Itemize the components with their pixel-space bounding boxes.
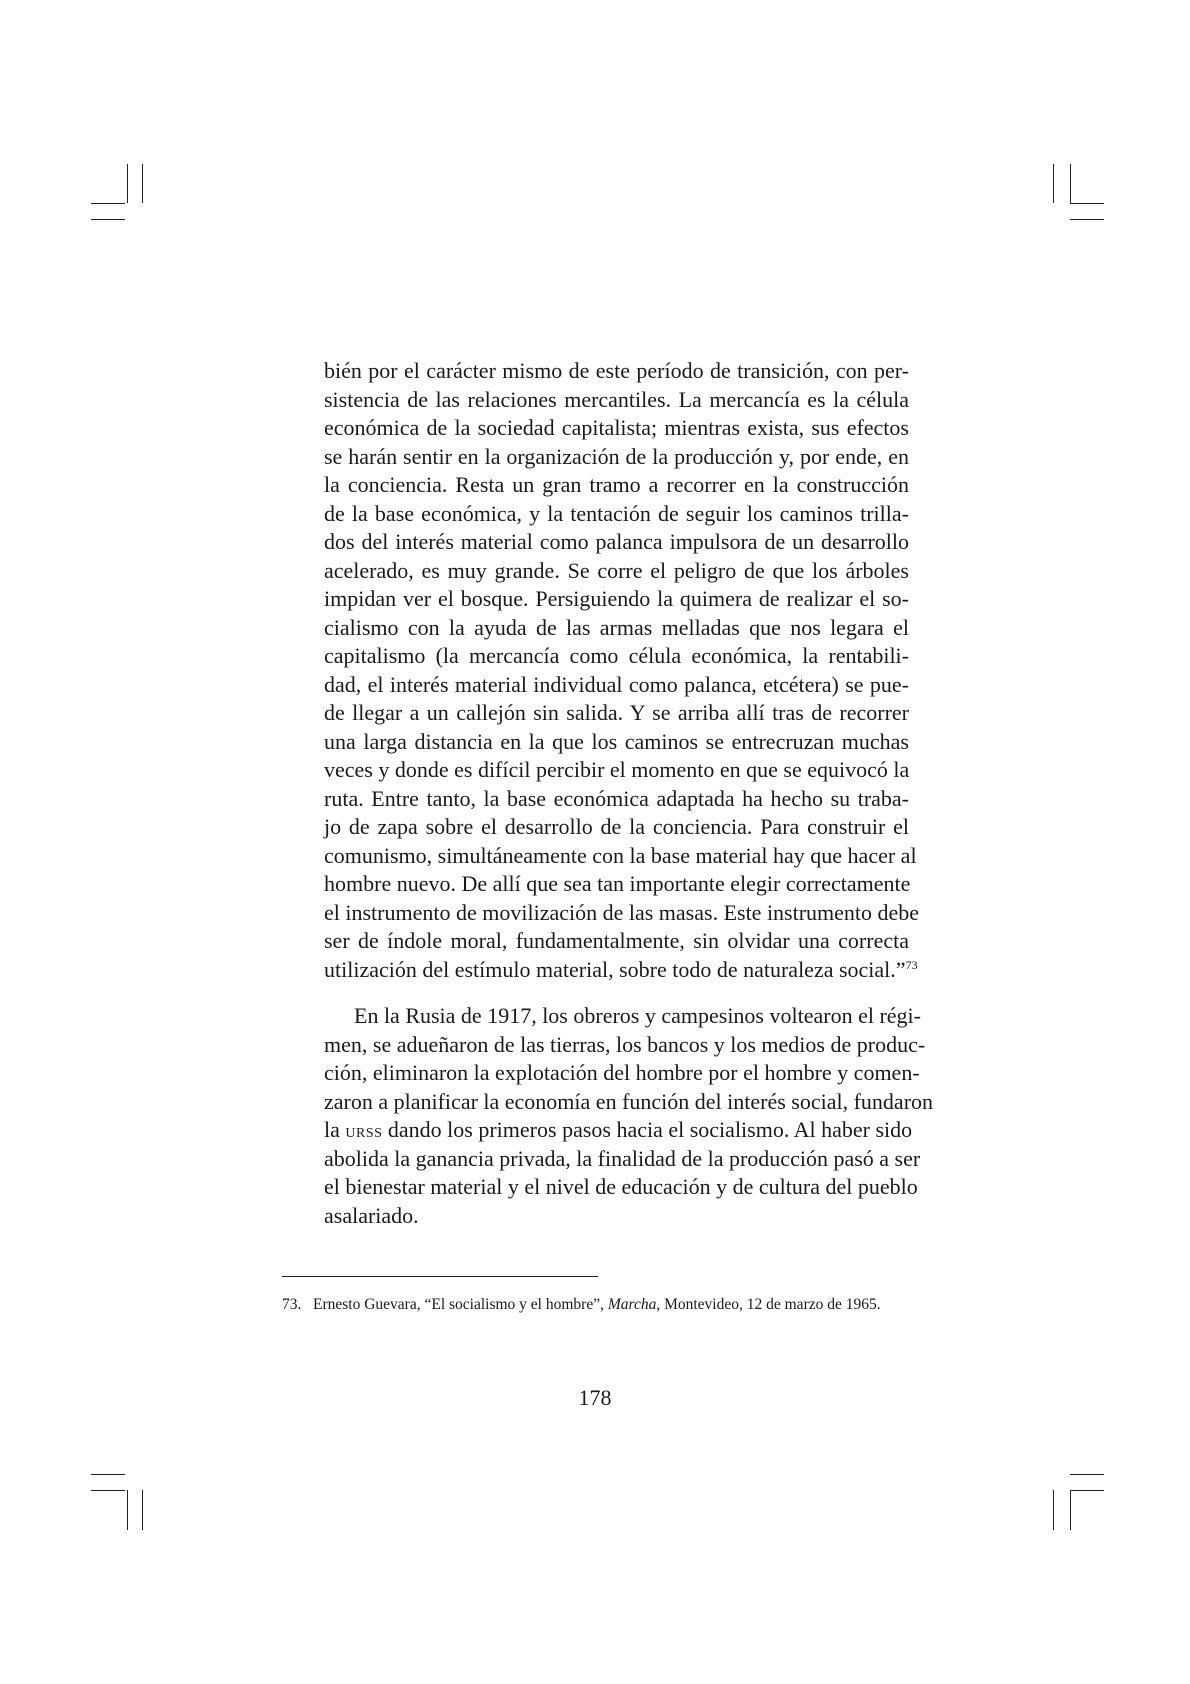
quote-line: capitalismo (la mercancía como célula económica, la rentabili- [324, 643, 909, 668]
quote-line: comunismo, simultáneamente con la base material hay que hacer al [324, 842, 917, 868]
quote-line: la conciencia. Resta un gran tramo a recorrer en la construcción [324, 472, 909, 497]
body-paragraph [324, 1002, 934, 1230]
paragraph-line: el bienestar material y el nivel de educación y de cultura del pueblo [324, 1174, 918, 1199]
quote-line: acelerado, es muy grande. Se corre el peligro de que los árboles [324, 557, 909, 583]
footnote-number: 73. [282, 1296, 302, 1313]
quote-line-text: utilización del estímulo material, sobre todo de naturaleza social.” [324, 956, 906, 982]
paragraph-line: En la Rusia de 1917, los obreros y campesinos voltearon el régi- [354, 1003, 921, 1028]
quote-block [324, 357, 920, 984]
footnote-reference[interactable]: 73 [905, 957, 918, 972]
footnote-separator [282, 1276, 598, 1277]
quote-line: una larga distancia en la que los caminos se entrecruzan muchas [324, 728, 909, 754]
quote-line-last [324, 956, 918, 985]
paragraph-line [324, 1116, 913, 1145]
footnote [282, 1295, 922, 1315]
paragraph-line: men, se adueñaron de las tierras, los bancos y los medios de produc- [324, 1031, 926, 1057]
paragraph-line: zaron a planificar la economía en función del interés social, fundaron [324, 1088, 934, 1114]
quote-line: bién por el carácter mismo de este período de transición, con per- [324, 358, 909, 383]
quote-line: de llegar a un callejón sin salida. Y se arriba allí tras de recorrer [324, 700, 909, 725]
quote-line: de la base económica, y la tentación de seguir los caminos trilla- [324, 500, 909, 526]
quote-line: ser de índole moral, fundamentalmente, sin olvidar una correcta [324, 928, 909, 953]
footnote-publication: Marcha [607, 1296, 657, 1313]
footnote-text-end: , Montevideo, 12 de marzo de 1965. [656, 1296, 881, 1313]
quote-line: jo de zapa sobre el desarrollo de la conciencia. Para construir el [324, 814, 909, 839]
quote-line: impidan ver el bosque. Persiguiendo la quimera de realizar el so- [324, 586, 909, 611]
quote-line: veces y donde es difícil percibir el momento en que se equivocó la [324, 757, 910, 782]
paragraph-line: abolida la ganancia privada, la finalidad de la producción pasó a ser [324, 1145, 921, 1171]
quote-line: se harán sentir en la organización de la producción y, por ende, en [324, 443, 909, 469]
urss-abbreviation: URSS [345, 1126, 383, 1141]
paragraph-line: asalariado. [324, 1202, 419, 1228]
quote-line: ruta. Entre tanto, la base económica adaptada ha hecho su traba- [324, 785, 909, 811]
quote-line: dos del interés material como palanca impulsora de un desarrollo [324, 529, 909, 554]
paragraph-line: ción, eliminaron la explotación del hombre por el hombre y comen- [324, 1060, 920, 1085]
paragraph-text: la [324, 1117, 346, 1142]
quote-line: hombre nuevo. De allí que sea tan importante elegir correctamente [324, 871, 911, 896]
footnote-text: Ernesto Guevara, “El socialismo y el hombre”, [313, 1296, 608, 1313]
paragraph-text: dando los primeros pasos hacia el socialismo. Al haber sido [382, 1117, 913, 1142]
quote-line: sistencia de las relaciones mercantiles. La mercancía es la célula [324, 386, 909, 412]
quote-line: dad, el interés material individual como palanca, etcétera) se pue- [324, 671, 909, 697]
quote-line: el instrumento de movilización de las masas. Este instrumento debe [324, 899, 920, 925]
quote-line: cialismo con la ayuda de las armas melladas que nos legara el [324, 614, 909, 640]
page-number: 178 [578, 1385, 612, 1410]
quote-line: económica de la sociedad capitalista; mientras exista, sus efectos [324, 415, 909, 440]
